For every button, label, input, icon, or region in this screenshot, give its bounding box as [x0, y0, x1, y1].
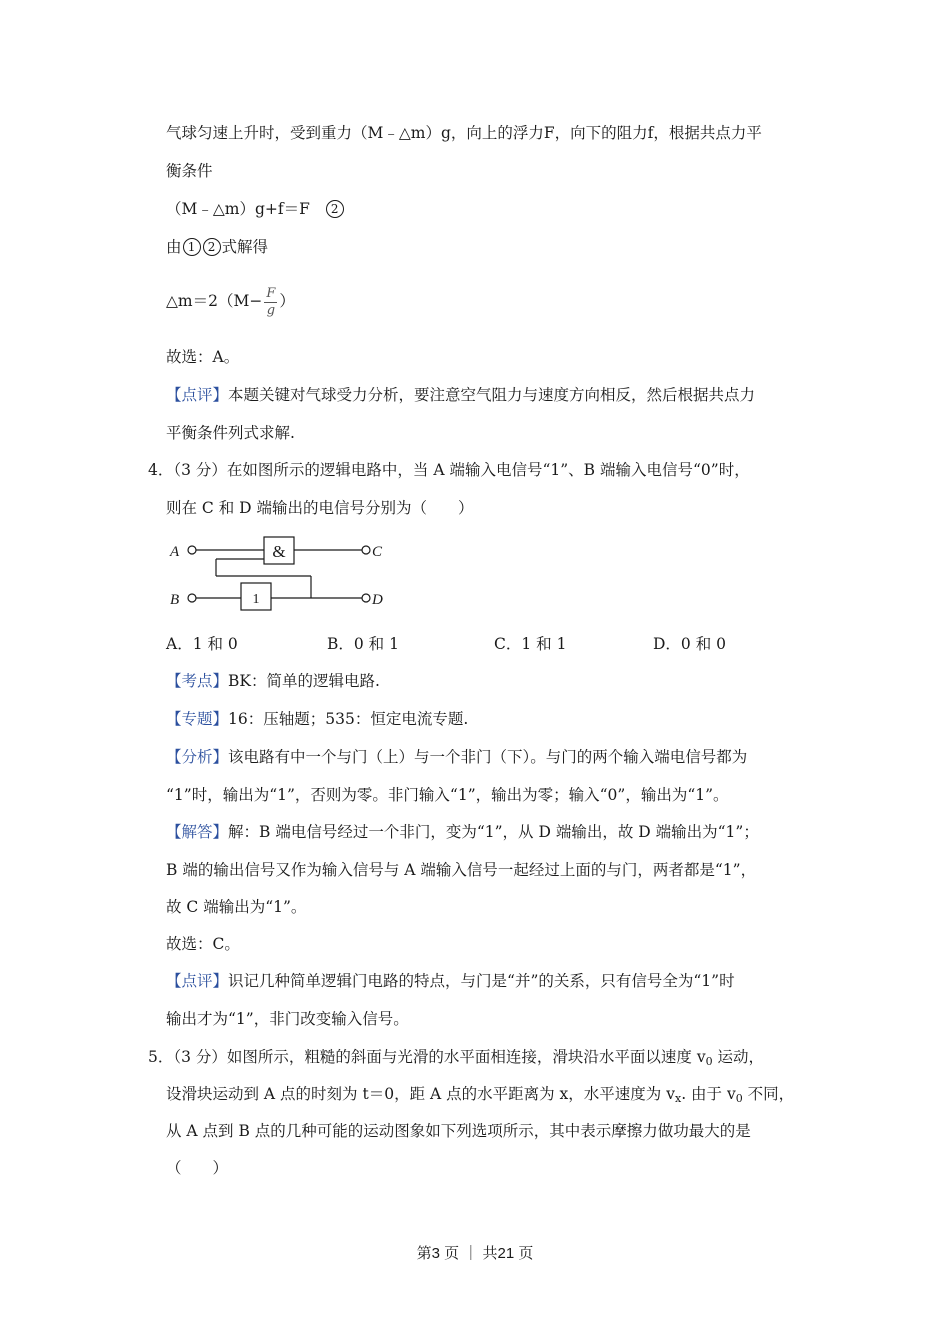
- jieda-line: B 端的输出信号又作为输入信号与 A 端输入信号一起经过上面的与门，两者都是“1”，: [166, 861, 757, 879]
- fraction-denominator: g: [266, 302, 276, 318]
- jieda-line: 故 C 端输出为“1”。: [166, 898, 307, 916]
- question-text: 不同，: [742, 1085, 795, 1103]
- question-text: 则在 C 和 D 端输出的电信号分别为（ ）: [166, 499, 474, 517]
- zhuanti-line: [166, 708, 468, 730]
- kaodian-line: [166, 670, 380, 692]
- kaodian-tag: 【考点】: [166, 672, 229, 690]
- equation-ref: 1: [183, 238, 201, 256]
- question-number: 4．: [148, 461, 174, 479]
- review-line: [166, 384, 755, 406]
- question-text: . 由于 v: [681, 1085, 736, 1103]
- question-text: 运动，: [712, 1048, 765, 1066]
- derivation-line: [166, 236, 268, 258]
- question-text: 设滑块运动到 A 点的时刻为 t＝0，距 A 点的水平距离为 x，水平速度为 v: [166, 1085, 675, 1103]
- subscript: 0: [735, 1092, 743, 1105]
- result-formula: [166, 284, 295, 319]
- label-b: B: [170, 592, 180, 608]
- option-c: C．1 和 1: [494, 635, 567, 653]
- option-b: B．0 和 1: [327, 635, 399, 653]
- question-text-line: 从 A 点到 B 点的几种可能的运动图象如下列选项所示，其中表示摩擦力做功最大的是: [166, 1122, 751, 1140]
- fenxi-line: “1”时，输出为“1”，否则为零。非门输入“1”，输出为零；输入“0”，输出为“1”。: [166, 786, 729, 804]
- formula-left: △m＝2（M: [166, 292, 250, 310]
- label-a: A: [170, 544, 180, 560]
- label-c: C: [372, 544, 383, 560]
- dianping-line: [166, 970, 735, 992]
- logic-circuit-diagram: [166, 532, 396, 614]
- formula-right: ）: [279, 292, 295, 310]
- zhuanti-tag: 【专题】: [166, 710, 229, 728]
- terminal-a: [188, 546, 196, 554]
- equation-text: （M﹣△m）g+f＝F: [166, 200, 310, 218]
- subscript: x: [674, 1092, 682, 1105]
- jieda-text: 解：B 端电信号经过一个非门，变为“1”，从 D 端输出，故 D 端输出为“1”；: [228, 823, 759, 841]
- terminal-d: [362, 594, 370, 602]
- body-line: 衡条件: [166, 162, 213, 180]
- jieda-tag: 【解答】: [166, 823, 229, 841]
- label-d: D: [372, 592, 383, 608]
- derivation-prefix: 由: [166, 238, 182, 256]
- review-text: 本题关键对气球受力分析，要注意空气阻力与速度方向相反，然后根据共点力: [228, 386, 756, 404]
- question-number: 5．: [148, 1048, 174, 1066]
- fenxi-line: [166, 746, 747, 768]
- question-5-stem: [148, 1046, 764, 1073]
- dianping-tag: 【点评】: [166, 972, 229, 990]
- question-text-line: [166, 1083, 794, 1110]
- terminal-c: [362, 546, 370, 554]
- answer-line: 故选：C。: [166, 935, 240, 953]
- review-line: 平衡条件列式求解.: [166, 424, 295, 442]
- formula-minus: −: [249, 292, 263, 310]
- terminal-b: [188, 594, 196, 602]
- zhuanti-text: 16：压轴题；535：恒定电流专题.: [228, 710, 469, 728]
- dianping-line: 输出才为“1”，非门改变输入信号。: [166, 1010, 409, 1028]
- fenxi-tag: 【分析】: [166, 748, 229, 766]
- question-text: （3 分）如图所示，粗糙的斜面与光滑的水平面相连接，滑块沿水平面以速度 v: [173, 1048, 706, 1066]
- kaodian-text: BK：简单的逻辑电路.: [228, 672, 380, 690]
- body-line: 气球匀速上升时，受到重力（M﹣△m）g，向上的浮力F，向下的阻力f，根据共点力平: [166, 124, 762, 142]
- fraction: [264, 286, 277, 319]
- fraction-numerator: F: [266, 285, 276, 301]
- derivation-suffix: 式解得: [221, 238, 269, 256]
- equation-ref: 2: [203, 238, 221, 256]
- equation-2: [166, 198, 345, 220]
- equation-label: 2: [326, 200, 344, 218]
- fenxi-text: 该电路有中一个与门（上）与一个非门（下）。与门的两个输入端电信号都为: [228, 748, 748, 766]
- answer-blank: （ ）: [166, 1159, 229, 1177]
- question-4-stem: [148, 459, 750, 481]
- not-gate-symbol: 1: [252, 592, 260, 607]
- option-d: D．0 和 0: [653, 635, 727, 653]
- page-footer: 第3 页 ｜ 共21 页: [416, 1245, 534, 1262]
- review-tag: 【点评】: [166, 386, 229, 404]
- and-gate-symbol: &: [272, 542, 286, 561]
- question-text: （3 分）在如图所示的逻辑电路中，当 A 端输入电信号“1”、B 端输入电信号“0”时，: [173, 461, 750, 479]
- dianping-text: 识记几种简单逻辑门电路的特点，与门是“并”的关系，只有信号全为“1”时: [228, 972, 735, 990]
- jieda-line: [166, 821, 759, 843]
- answer-line: 故选：A。: [166, 348, 240, 366]
- subscript: 0: [705, 1055, 713, 1068]
- option-a: A．1 和 0: [166, 635, 238, 653]
